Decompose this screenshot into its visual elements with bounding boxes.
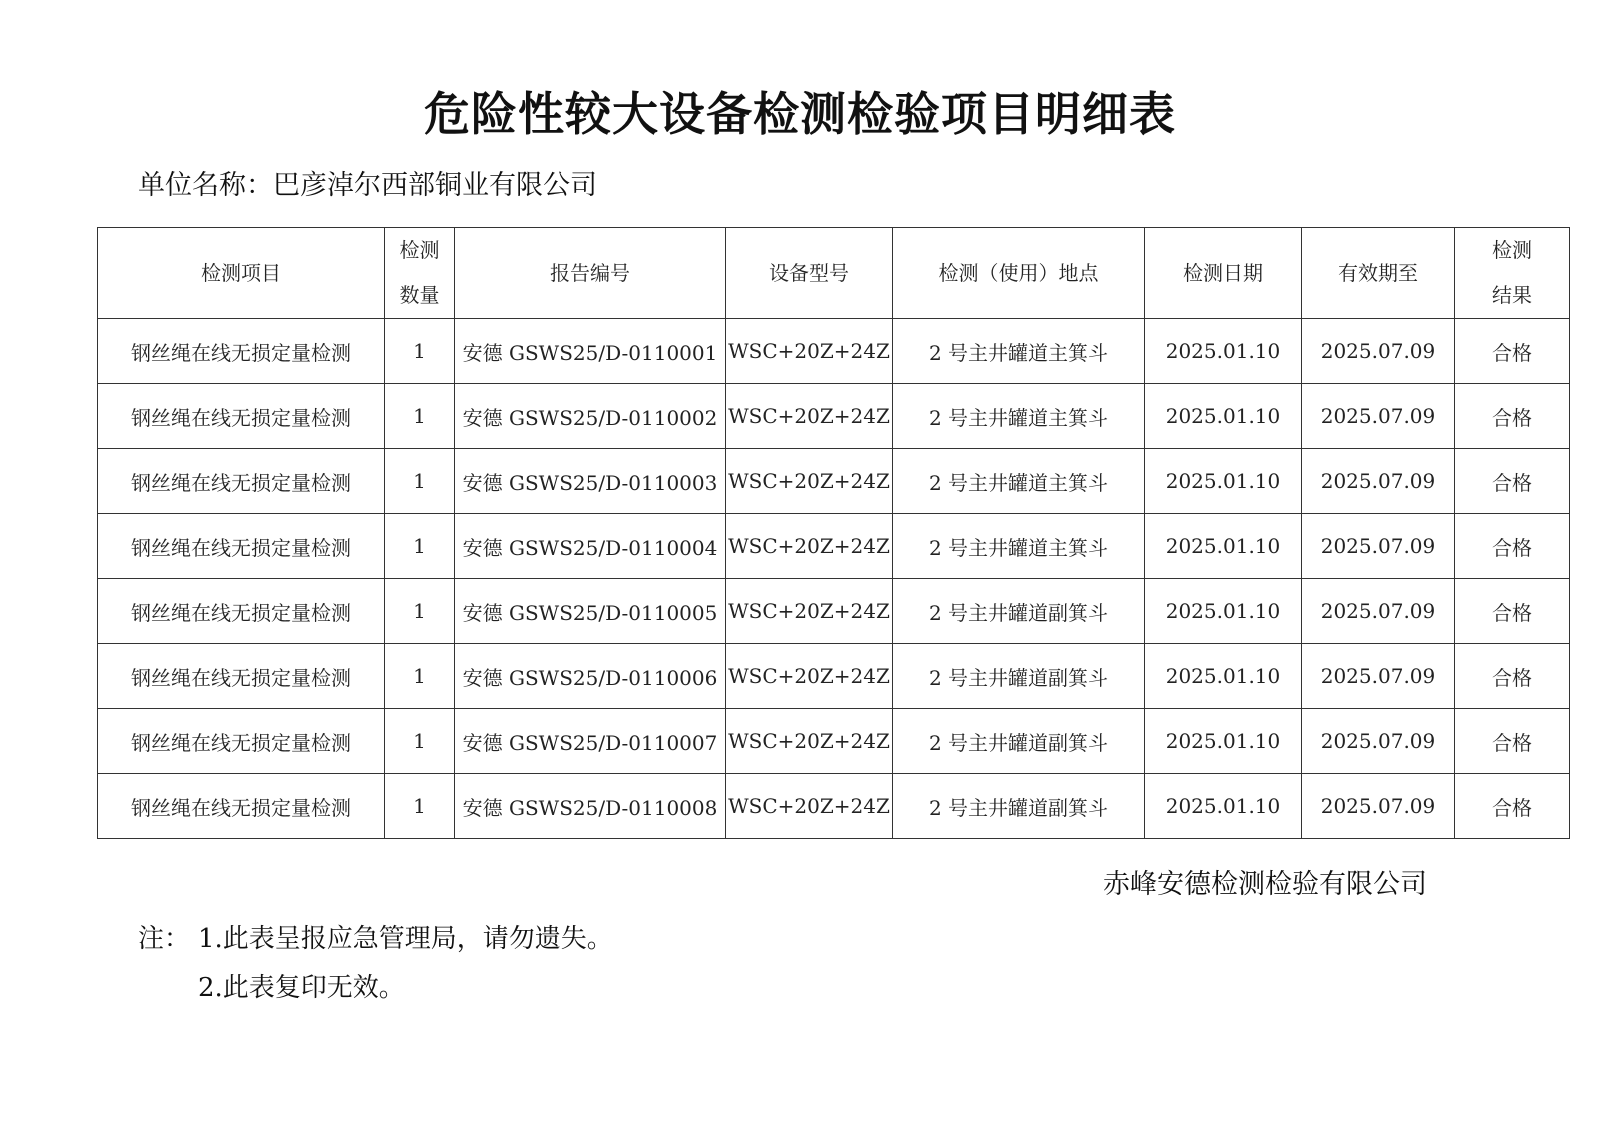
cell-location: 2 号主井罐道副箕斗 bbox=[893, 644, 1145, 709]
cell-valid-until: 2025.07.09 bbox=[1302, 579, 1455, 644]
issuer-company: 赤峰安德检测检验有限公司 bbox=[1103, 869, 1427, 900]
header-report-number bbox=[455, 228, 726, 319]
unit-label: 单位名称： bbox=[138, 170, 273, 201]
cell-inspection-date: 2025.01.10 bbox=[1145, 384, 1302, 449]
header-result-line1: 检测 bbox=[1492, 238, 1532, 262]
cell-inspection-date: 2025.01.10 bbox=[1145, 319, 1302, 384]
header-report-number-text: 报告编号 bbox=[550, 260, 630, 285]
cell-result: 合格 bbox=[1455, 514, 1570, 579]
cell-location: 2 号主井罐道副箕斗 bbox=[893, 774, 1145, 839]
cell-inspection-date: 2025.01.10 bbox=[1145, 774, 1302, 839]
cell-result: 合格 bbox=[1455, 579, 1570, 644]
cell-quantity: 1 bbox=[385, 384, 455, 449]
cell-inspection-date: 2025.01.10 bbox=[1145, 514, 1302, 579]
cell-equipment-model: WSC+20Z+24Z bbox=[726, 579, 893, 644]
cell-location: 2 号主井罐道主箕斗 bbox=[893, 319, 1145, 384]
cell-inspection-date: 2025.01.10 bbox=[1145, 579, 1302, 644]
cell-result: 合格 bbox=[1455, 449, 1570, 514]
cell-valid-until: 2025.07.09 bbox=[1302, 514, 1455, 579]
cell-result: 合格 bbox=[1455, 774, 1570, 839]
cell-location: 2 号主井罐道副箕斗 bbox=[893, 709, 1145, 774]
cell-inspection-item: 钢丝绳在线无损定量检测 bbox=[98, 709, 385, 774]
page-title: 危险性较大设备检测检验项目明细表 bbox=[424, 87, 1176, 141]
header-location bbox=[893, 228, 1145, 319]
cell-inspection-date: 2025.01.10 bbox=[1145, 644, 1302, 709]
header-valid-until-text: 有效期至 bbox=[1338, 260, 1418, 285]
cell-equipment-model: WSC+20Z+24Z bbox=[726, 384, 893, 449]
header-inspection-date-text: 检测日期 bbox=[1183, 260, 1263, 285]
header-inspection-item-text: 检测项目 bbox=[201, 260, 281, 285]
cell-quantity: 1 bbox=[385, 644, 455, 709]
header-valid-until bbox=[1302, 228, 1455, 319]
table-row bbox=[98, 579, 1570, 644]
cell-valid-until: 2025.07.09 bbox=[1302, 709, 1455, 774]
cell-valid-until: 2025.07.09 bbox=[1302, 644, 1455, 709]
cell-inspection-item: 钢丝绳在线无损定量检测 bbox=[98, 514, 385, 579]
cell-report-number: 安德 GSWS25/D-0110007 bbox=[455, 709, 726, 774]
cell-location: 2 号主井罐道主箕斗 bbox=[893, 449, 1145, 514]
header-location-text: 检测（使用）地点 bbox=[938, 260, 1099, 285]
cell-result: 合格 bbox=[1455, 384, 1570, 449]
cell-report-number: 安德 GSWS25/D-0110005 bbox=[455, 579, 726, 644]
cell-equipment-model: WSC+20Z+24Z bbox=[726, 514, 893, 579]
cell-report-number: 安德 GSWS25/D-0110002 bbox=[455, 384, 726, 449]
table-row bbox=[98, 644, 1570, 709]
cell-inspection-item: 钢丝绳在线无损定量检测 bbox=[98, 384, 385, 449]
cell-location: 2 号主井罐道副箕斗 bbox=[893, 579, 1145, 644]
cell-report-number: 安德 GSWS25/D-0110001 bbox=[455, 319, 726, 384]
cell-inspection-date: 2025.01.10 bbox=[1145, 449, 1302, 514]
cell-equipment-model: WSC+20Z+24Z bbox=[726, 449, 893, 514]
cell-quantity: 1 bbox=[385, 774, 455, 839]
table-row bbox=[98, 449, 1570, 514]
cell-inspection-item: 钢丝绳在线无损定量检测 bbox=[98, 319, 385, 384]
cell-quantity: 1 bbox=[385, 449, 455, 514]
unit-line bbox=[138, 163, 597, 202]
cell-location: 2 号主井罐道主箕斗 bbox=[893, 384, 1145, 449]
cell-quantity: 1 bbox=[385, 579, 455, 644]
cell-valid-until: 2025.07.09 bbox=[1302, 384, 1455, 449]
header-equipment-model bbox=[726, 228, 893, 319]
cell-equipment-model: WSC+20Z+24Z bbox=[726, 644, 893, 709]
cell-location: 2 号主井罐道主箕斗 bbox=[893, 514, 1145, 579]
cell-result: 合格 bbox=[1455, 709, 1570, 774]
table-header-row bbox=[98, 228, 1570, 319]
cell-report-number: 安德 GSWS25/D-0110004 bbox=[455, 514, 726, 579]
cell-inspection-date: 2025.01.10 bbox=[1145, 709, 1302, 774]
cell-valid-until: 2025.07.09 bbox=[1302, 319, 1455, 384]
table-row bbox=[98, 514, 1570, 579]
cell-equipment-model: WSC+20Z+24Z bbox=[726, 774, 893, 839]
unit-name: 巴彦淖尔西部铜业有限公司 bbox=[273, 170, 597, 201]
cell-inspection-item: 钢丝绳在线无损定量检测 bbox=[98, 579, 385, 644]
cell-result: 合格 bbox=[1455, 644, 1570, 709]
header-quantity bbox=[385, 228, 455, 319]
table-row bbox=[98, 774, 1570, 839]
table-row bbox=[98, 384, 1570, 449]
cell-quantity: 1 bbox=[385, 514, 455, 579]
note-item-1: 1.此表呈报应急管理局，请勿遗失。 bbox=[198, 924, 613, 954]
cell-equipment-model: WSC+20Z+24Z bbox=[726, 319, 893, 384]
cell-inspection-item: 钢丝绳在线无损定量检测 bbox=[98, 774, 385, 839]
table-row bbox=[98, 709, 1570, 774]
header-equipment-model-text: 设备型号 bbox=[769, 260, 849, 285]
header-quantity-line1: 检测 bbox=[399, 238, 440, 262]
cell-valid-until: 2025.07.09 bbox=[1302, 774, 1455, 839]
notes-label: 注： bbox=[138, 924, 191, 954]
cell-quantity: 1 bbox=[385, 319, 455, 384]
cell-inspection-item: 钢丝绳在线无损定量检测 bbox=[98, 644, 385, 709]
cell-result: 合格 bbox=[1455, 319, 1570, 384]
cell-quantity: 1 bbox=[385, 709, 455, 774]
cell-report-number: 安德 GSWS25/D-0110006 bbox=[455, 644, 726, 709]
cell-inspection-item: 钢丝绳在线无损定量检测 bbox=[98, 449, 385, 514]
cell-equipment-model: WSC+20Z+24Z bbox=[726, 709, 893, 774]
cell-valid-until: 2025.07.09 bbox=[1302, 449, 1455, 514]
cell-report-number: 安德 GSWS25/D-0110008 bbox=[455, 774, 726, 839]
note-item-2: 2.此表复印无效。 bbox=[198, 973, 405, 1003]
header-quantity-line2: 数量 bbox=[399, 283, 440, 307]
cell-report-number: 安德 GSWS25/D-0110003 bbox=[455, 449, 726, 514]
inspection-table bbox=[97, 227, 1570, 839]
header-inspection-item bbox=[98, 228, 385, 319]
header-result bbox=[1455, 228, 1570, 319]
table-row bbox=[98, 319, 1570, 384]
header-result-line2: 结果 bbox=[1492, 283, 1532, 307]
header-inspection-date bbox=[1145, 228, 1302, 319]
